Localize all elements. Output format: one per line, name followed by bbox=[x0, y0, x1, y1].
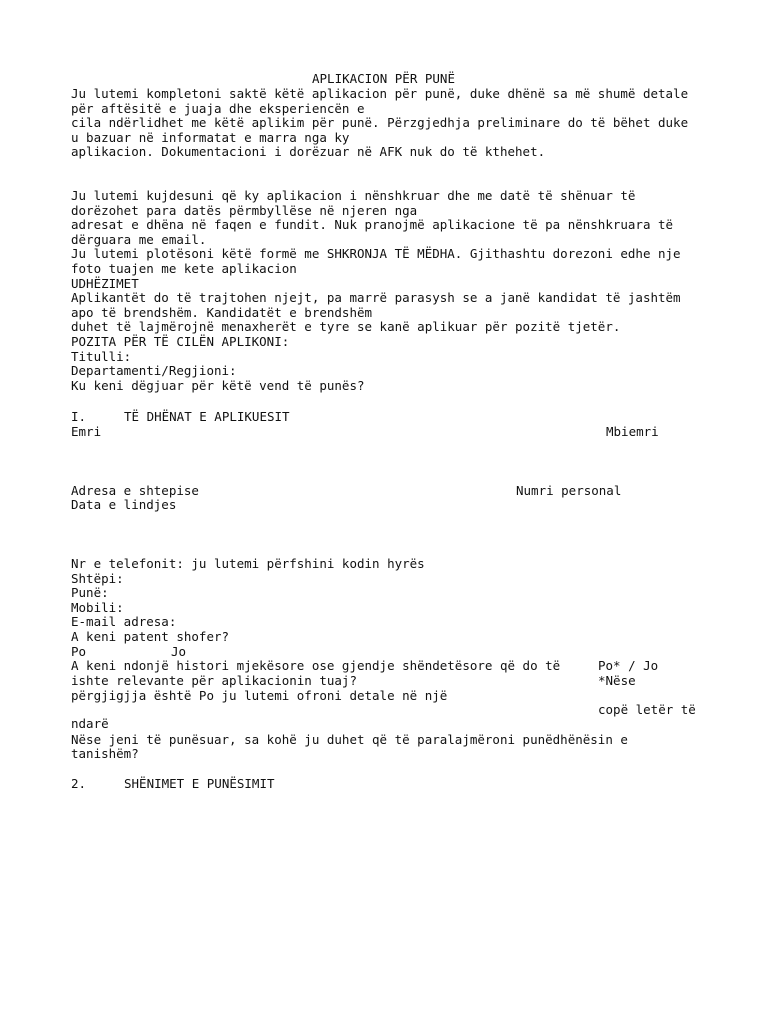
home-phone-label: Shtëpi: bbox=[71, 570, 124, 586]
health-note-line: *Nëse bbox=[598, 673, 636, 688]
health-note-line: copë letër të bbox=[598, 702, 696, 717]
notice-period-question: Nëse jeni të punësuar, sa kohë ju duhet që të paralajmëroni punëdhënësin e bbox=[71, 732, 628, 747]
last-name-label: Mbiemri bbox=[606, 424, 659, 439]
health-details-instruction: përgjigjja është Po ju lutemi ofroni detale në një bbox=[71, 688, 448, 703]
form-title: APLIKACION PËR PUNË bbox=[312, 71, 455, 86]
intro-paragraph bbox=[71, 87, 688, 160]
intro-line: aplikacion. Dokumentacioni i dorëzuar në AFK nuk do të kthehet. bbox=[71, 144, 546, 160]
notice-line: adresat e dhëna në faqen e fundit. Nuk pranojmë aplikacione të pa nënshkruara të bbox=[71, 217, 674, 233]
notice-period-question-cont: tanishëm? bbox=[71, 746, 139, 761]
intro-line: u bazuar në informatat e marra nga ky bbox=[71, 129, 350, 145]
email-label: E-mail adresa: bbox=[71, 614, 177, 630]
license-yes-option: Po bbox=[71, 644, 87, 659]
license-no-option: Jo bbox=[171, 644, 187, 659]
intro-line: Ju lutemi kompletoni saktë këtë aplikacion për punë, duke dhënë sa më shumë detale bbox=[71, 86, 689, 101]
notice-line: duhet të lajmërojnë menaxherët e tyre se kanë aplikuar për pozitë tjetër. bbox=[71, 319, 621, 335]
notice-line: apo të brendshëm. Kandidatët e brendshëm bbox=[71, 304, 373, 320]
first-name-label: Emri bbox=[71, 424, 102, 439]
health-yes-no-option: Po* / Jo bbox=[598, 658, 659, 673]
notice-line: Aplikantët do të trajtohen njejt, pa marrë parasysh se a janë kandidat të jashtëm bbox=[71, 290, 681, 306]
notice-line: Ju lutemi kujdesuni që ky aplikacion i nënshkruar dhe me datë të shënuar të bbox=[71, 188, 636, 203]
contact-block bbox=[71, 557, 425, 645]
source-question-label: Ku keni dëgjuar për këtë vend të punës? bbox=[71, 377, 365, 393]
health-question: A keni ndonjë histori mjekësore ose gjendje shëndetësore që do të bbox=[71, 658, 561, 673]
position-title-label: Titulli: bbox=[71, 348, 132, 364]
department-label: Departamenti/Regjioni: bbox=[71, 363, 237, 379]
health-question-cont: ishte relevante për aplikacionin tuaj? bbox=[71, 673, 357, 688]
notice-line: dorëzohet para datës përmbyllëse në njeren nga bbox=[71, 202, 418, 218]
work-phone-label: Punë: bbox=[71, 585, 109, 601]
section-1-number: I. bbox=[71, 409, 87, 424]
personal-number-label: Numri personal bbox=[516, 483, 622, 498]
address-label: Adresa e shtepise bbox=[71, 483, 199, 498]
license-question: A keni patent shofer? bbox=[71, 628, 230, 644]
mobile-phone-label: Mobili: bbox=[71, 599, 124, 615]
notice-paragraph bbox=[71, 189, 681, 393]
position-heading: POZITA PËR TË CILËN APLIKONI: bbox=[71, 333, 290, 349]
intro-line: cila ndërlidhet me këtë aplikim për punë. Përzgjedhja preliminare do të bëhet duke bbox=[71, 115, 689, 131]
health-note-line: ndarë bbox=[71, 716, 109, 731]
notice-line: dërguara me email. bbox=[71, 231, 207, 247]
notice-line: foto tuajen me kete aplikacion bbox=[71, 260, 297, 276]
intro-line: për aftësitë e juaja dhe eksperiencën e bbox=[71, 100, 365, 116]
section-2-heading: SHËNIMET E PUNËSIMIT bbox=[124, 776, 275, 791]
section-2-number: 2. bbox=[71, 776, 87, 791]
notice-line: Ju lutemi plotësoni këtë formë me SHKRONJA TË MËDHA. Gjithashtu dorezoni edhe nje bbox=[71, 246, 681, 262]
phone-intro-label: Nr e telefonit: ju lutemi përfshini kodin hyrës bbox=[71, 556, 425, 571]
instructions-heading: UDHËZIMET bbox=[71, 275, 139, 291]
birth-date-label: Data e lindjes bbox=[71, 497, 177, 512]
section-1-heading: TË DHËNAT E APLIKUESIT bbox=[124, 409, 290, 424]
